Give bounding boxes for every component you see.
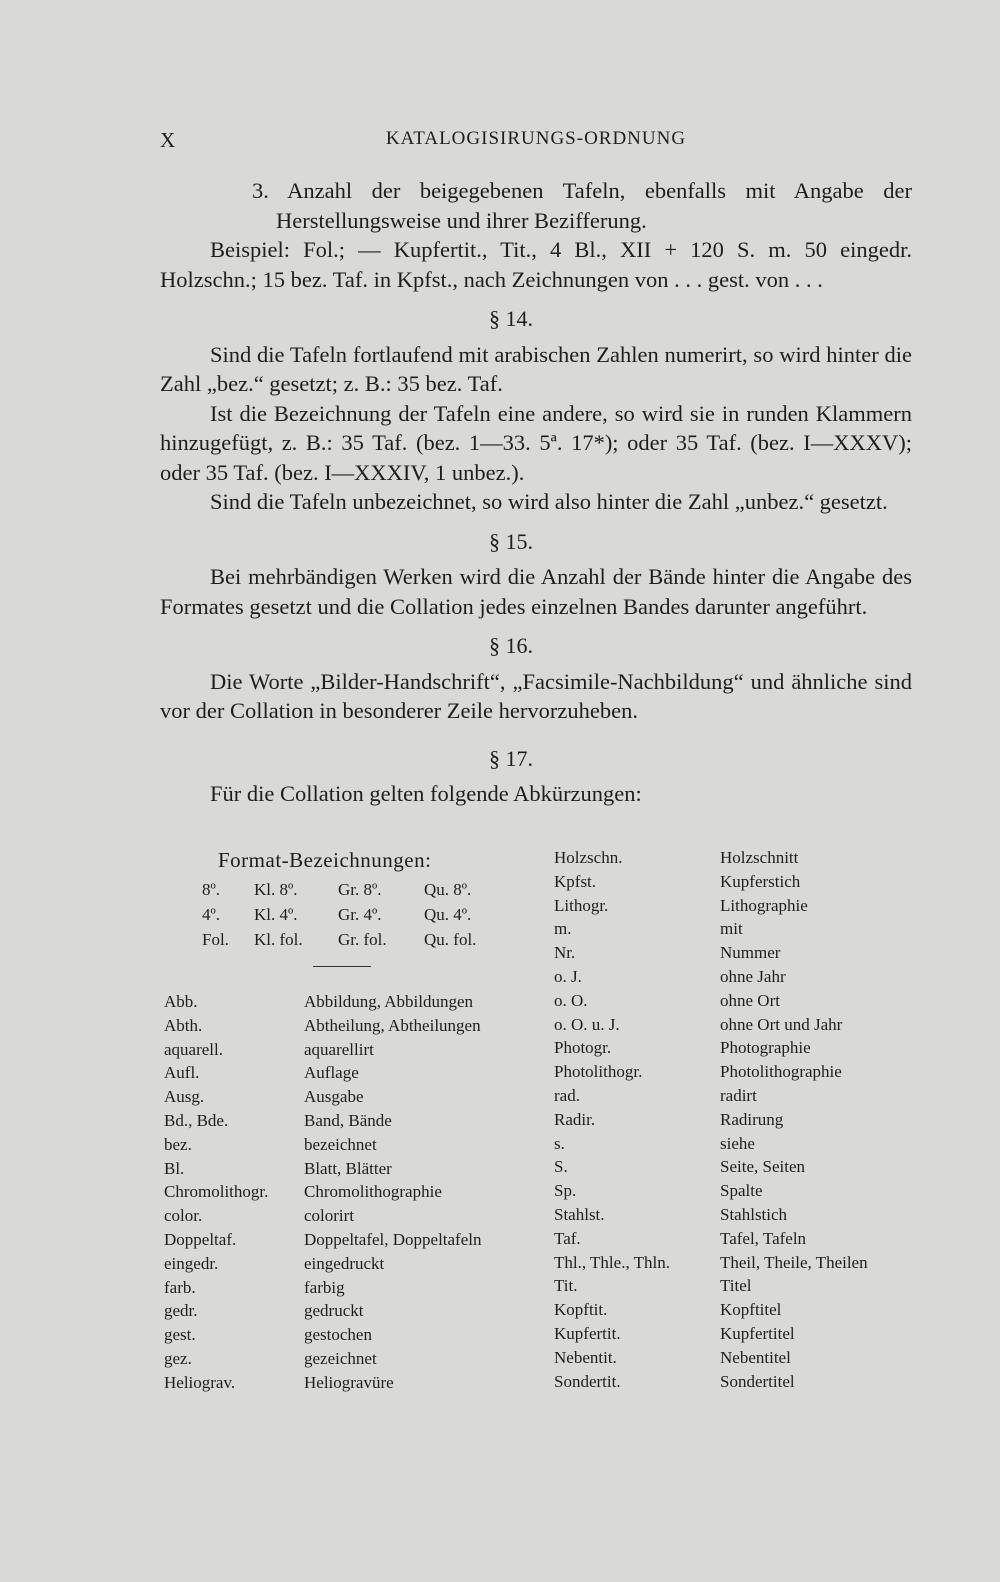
abbreviation-row (554, 1084, 914, 1108)
section-14-paragraph-2: Ist die Bezeichnung der Tafeln eine andere, so wird sie in runden Klammern hinzugefügt, z. B.: 35 Taf. (bez. 1—33. 5ª. 17*); oder 35 Taf. (bez. I—XXXV); oder 35 Taf. (bez. I—XXXIV, 1 unbez.). (160, 400, 912, 485)
abbreviation-row (164, 1014, 544, 1038)
abbreviation-term: Lithogr. (554, 895, 609, 915)
abbreviation-term: Nr. (554, 943, 576, 963)
section-17-paragraph: Für die Collation gelten folgende Abkürzungen: (210, 781, 642, 806)
abbreviation-meaning: Auflage (304, 1063, 359, 1083)
abbreviation-row (554, 1013, 914, 1037)
format-cell: Kl. 8º. (254, 880, 298, 899)
abbreviation-row (554, 1322, 914, 1346)
abbreviation-meaning: gestochen (304, 1325, 372, 1345)
abbreviation-term: Sp. (554, 1181, 577, 1201)
page-header (160, 128, 912, 158)
abbreviation-meaning: eingedruckt (304, 1253, 385, 1273)
divider-rule (313, 966, 371, 967)
abbreviation-row (164, 1180, 544, 1204)
abbreviation-row (554, 894, 914, 918)
abbreviation-meaning: ohne Ort (720, 990, 780, 1010)
format-cell: Qu. fol. (424, 930, 477, 949)
abbreviation-term: Tit. (554, 1276, 578, 1296)
format-cell: Fol. (202, 930, 229, 949)
abbreviation-term: o. J. (554, 966, 582, 986)
abbreviation-row (164, 1157, 544, 1181)
abbreviation-term: gest. (164, 1325, 196, 1345)
abbreviation-term: gedr. (164, 1301, 198, 1321)
abbreviation-meaning: Chromolithographie (304, 1182, 442, 1202)
item-3: 3. Anzahl der beigegebenen Tafeln, ebenfalls mit Angabe der Herstellungsweise und ihrer Bezifferung. (252, 178, 912, 233)
abbreviation-row (164, 1371, 544, 1395)
abbreviation-meaning: Photolithographie (720, 1062, 842, 1082)
abbreviation-term: Bl. (164, 1158, 185, 1178)
abbreviation-meaning: Abbildung, Abbildungen (304, 992, 474, 1011)
abbreviation-meaning: Theil, Theile, Theilen (720, 1252, 868, 1272)
abbreviation-row (554, 1155, 914, 1179)
abbreviation-meaning: Blatt, Blätter (304, 1158, 392, 1178)
abbreviation-meaning: colorirt (304, 1206, 355, 1226)
abbreviation-term: Chromolithogr. (164, 1182, 269, 1202)
format-cell: 8º. (202, 880, 221, 899)
abbreviation-row (164, 990, 544, 1014)
abbreviation-row (164, 1109, 544, 1133)
abbreviation-term: m. (554, 919, 572, 939)
abbreviation-term: Radir. (554, 1109, 596, 1129)
abbreviation-meaning: aquarellirt (304, 1039, 374, 1059)
abbreviation-row (554, 1108, 914, 1132)
abbreviation-row (554, 1346, 914, 1370)
abbreviation-meaning: Abtheilung, Abtheilungen (304, 1015, 481, 1035)
abbreviation-meaning: Titel (720, 1276, 752, 1296)
abbreviation-meaning: Stahlstich (720, 1204, 788, 1224)
abbreviation-term: Photolithogr. (554, 1062, 643, 1082)
abbreviation-term: Photogr. (554, 1038, 612, 1058)
abbreviation-term: Thl., Thle., Thln. (554, 1252, 671, 1272)
abbreviation-meaning: Kupfertitel (720, 1323, 795, 1343)
abbreviation-term: Abb. (164, 992, 198, 1011)
abbreviation-term: aquarell. (164, 1039, 223, 1059)
abbreviation-term: bez. (164, 1134, 192, 1154)
abbreviation-term: Nebentit. (554, 1347, 617, 1367)
abbreviation-row (164, 1323, 544, 1347)
format-cell: Gr. 4º. (338, 905, 382, 924)
format-row (160, 930, 500, 954)
format-cell: 4º. (202, 905, 221, 924)
abbreviation-term: Bd., Bde. (164, 1110, 229, 1130)
abbreviation-meaning: Spalte (720, 1181, 763, 1201)
abbreviation-meaning: Nummer (720, 943, 781, 963)
section-heading-16: § 16. (489, 633, 533, 658)
abbreviation-meaning: Sondertitel (720, 1371, 795, 1391)
abbreviation-meaning: Kupferstich (720, 871, 801, 891)
abbreviation-row (164, 1085, 544, 1109)
abbreviation-meaning: Doppeltafel, Doppeltafeln (304, 1229, 482, 1249)
format-cell: Gr. 8º. (338, 880, 382, 899)
abbreviation-term: Kpfst. (554, 871, 597, 891)
abbreviation-meaning: Photographie (720, 1038, 811, 1058)
abbreviation-term: S. (554, 1157, 568, 1177)
example-paragraph: Beispiel: Fol.; — Kupfertit., Tit., 4 Bl., XII + 120 S. m. 50 eingedr. Holzschn.; 15 bez. Taf. in Kpfst., nach Zeichnungen von . . . gest. von . . . (160, 237, 912, 292)
abbreviation-term: rad. (554, 1085, 580, 1105)
abbreviation-row (554, 1298, 914, 1322)
abbreviation-meaning: gedruckt (304, 1301, 364, 1321)
abbreviation-meaning: siehe (720, 1133, 755, 1153)
section-15-paragraph: Bei mehrbändigen Werken wird die Anzahl der Bände hinter die Angabe des Formates gesetzt und die Collation jedes einzelnen Bandes darunter angeführt. (160, 564, 912, 619)
abbreviation-meaning: ohne Jahr (720, 966, 786, 986)
abbreviation-row (554, 1203, 914, 1227)
abbreviation-meaning: Holzschnitt (720, 848, 799, 867)
abbreviation-term: Holzschn. (554, 848, 623, 867)
abbreviation-row (554, 1179, 914, 1203)
abbreviation-term: eingedr. (164, 1253, 219, 1273)
format-cell: Qu. 4º. (424, 905, 472, 924)
running-title: KATALOGISIRUNGS-ORDNUNG (385, 128, 687, 149)
section-14-paragraph-3: Sind die Tafeln unbezeichnet, so wird also hinter die Zahl „unbez.“ gesetzt. (210, 489, 888, 514)
abbreviation-row (164, 1204, 544, 1228)
abbreviation-meaning: Nebentitel (720, 1347, 791, 1367)
abbreviation-term: o. O. (554, 990, 588, 1010)
abbreviation-row (164, 1347, 544, 1371)
abbreviation-row (164, 1299, 544, 1323)
format-row (160, 905, 500, 929)
section-heading-15: § 15. (489, 528, 533, 554)
abbreviation-term: s. (554, 1133, 565, 1153)
abbreviation-meaning: radirt (720, 1085, 757, 1105)
abbreviation-row (554, 1036, 914, 1060)
abbreviation-row (554, 941, 914, 965)
abbreviation-row (554, 917, 914, 941)
abbreviation-term: Ausg. (164, 1087, 205, 1107)
format-cell: Kl. 4º. (254, 905, 298, 924)
abbreviation-meaning: ohne Ort und Jahr (720, 1014, 843, 1034)
section-heading-17: § 17. (489, 745, 533, 771)
abbreviation-term: farb. (164, 1277, 196, 1297)
abbreviation-meaning: bezeichnet (304, 1134, 377, 1154)
abbreviation-meaning: gezeichnet (304, 1348, 377, 1368)
abbreviation-row (164, 1133, 544, 1157)
abbreviation-meaning: Seite, Seiten (720, 1157, 805, 1177)
section-14-paragraph-1: Sind die Tafeln fortlaufend mit arabischen Zahlen numerirt, so wird hinter die Zahl „bez.“ gesetzt; z. B.: 35 bez. Taf. (160, 341, 912, 396)
abbreviation-meaning: Lithographie (720, 895, 808, 915)
abbreviation-row (164, 1038, 544, 1062)
abbreviation-row (554, 1251, 914, 1275)
abbreviation-term: Kupfertit. (554, 1323, 621, 1343)
abbreviation-row (554, 846, 914, 870)
format-title: Format-Bezeichnungen: (218, 848, 432, 872)
abbreviation-row (554, 1060, 914, 1084)
abbreviation-meaning: Band, Bände (304, 1110, 392, 1130)
abbreviation-row (554, 1132, 914, 1156)
abbreviation-term: Doppeltaf. (164, 1229, 237, 1249)
abbreviation-list-right (554, 846, 914, 1393)
abbreviation-row (554, 870, 914, 894)
abbreviation-meaning: Radirung (720, 1109, 784, 1129)
format-cell: Gr. fol. (338, 930, 387, 949)
abbreviation-row (554, 1370, 914, 1394)
abbreviation-meaning: Heliogravüre (304, 1372, 394, 1392)
abbreviation-term: Sondertit. (554, 1371, 621, 1391)
format-row (160, 880, 500, 904)
abbreviation-row (554, 989, 914, 1013)
abbreviation-term: Stahlst. (554, 1204, 605, 1224)
abbreviation-meaning: mit (720, 919, 743, 939)
abbreviation-meaning: farbig (304, 1277, 345, 1297)
abbreviation-term: Abth. (164, 1015, 203, 1035)
abbreviation-row (164, 1276, 544, 1300)
abbreviation-row (554, 965, 914, 989)
abbreviation-term: Heliograv. (164, 1372, 236, 1392)
abbreviation-meaning: Tafel, Tafeln (720, 1228, 807, 1248)
abbreviation-term: Kopftit. (554, 1300, 608, 1320)
format-cell: Qu. 8º. (424, 880, 472, 899)
abbreviation-row (554, 1274, 914, 1298)
format-cell: Kl. fol. (254, 930, 303, 949)
abbreviation-list-left (164, 990, 544, 1395)
abbreviation-term: gez. (164, 1348, 192, 1368)
abbreviation-row (164, 1252, 544, 1276)
section-16-paragraph: Die Worte „Bilder-Handschrift“, „Facsimile-Nachbildung“ und ähnliche sind vor der Collation in besonderer Zeile hervorzuheben. (160, 668, 912, 723)
abbreviation-meaning: Kopftitel (720, 1300, 782, 1320)
section-heading-14: § 14. (489, 306, 533, 331)
abbreviation-term: o. O. u. J. (554, 1014, 620, 1034)
abbreviation-term: color. (164, 1206, 203, 1226)
abbreviation-meaning: Ausgabe (304, 1087, 364, 1107)
abbreviation-term: Aufl. (164, 1063, 200, 1083)
abbreviation-row (164, 1228, 544, 1252)
main-text (160, 176, 912, 809)
page-number: X (160, 128, 176, 152)
abbreviation-row (164, 1061, 544, 1085)
abbreviation-term: Taf. (554, 1228, 581, 1248)
abbreviation-row (554, 1227, 914, 1251)
